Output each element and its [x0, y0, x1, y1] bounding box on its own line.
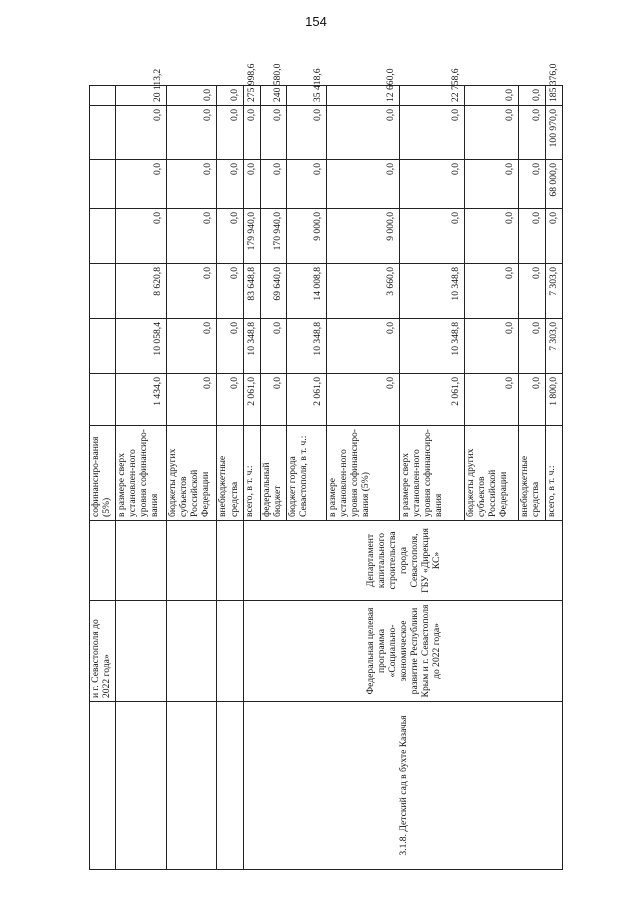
- value-cell: 0,0: [166, 374, 217, 426]
- table-row: [244, 86, 261, 870]
- table-row: [166, 86, 217, 870]
- value-cell: [90, 209, 116, 264]
- customer-cell: [217, 521, 244, 601]
- value-cell: 0,0: [465, 264, 519, 319]
- value-cell: 0,0: [166, 264, 217, 319]
- value-cell: 0,0: [261, 106, 287, 160]
- value-cell: 0,0: [217, 86, 244, 106]
- value-cell: 275 998,6: [244, 86, 261, 106]
- value-cell: 0,0: [287, 160, 326, 209]
- value-cell: 10 348,8: [399, 264, 464, 319]
- value-cell: 240 580,0: [261, 86, 287, 106]
- value-cell: 0,0: [546, 209, 563, 264]
- value-cell: 0,0: [326, 106, 399, 160]
- row-label: внебюджетные средства: [519, 426, 546, 521]
- page-number: 154: [305, 14, 327, 29]
- value-cell: 0,0: [519, 319, 546, 374]
- value-cell: 1 800,0: [546, 374, 563, 426]
- value-cell: 83 648,8: [244, 264, 261, 319]
- program-name-cell: Федеральная целевая программа «Социально-экономическое развитие Республики Крым и г. Севастополя до 2022 года»: [244, 601, 563, 702]
- value-cell: 0,0: [326, 374, 399, 426]
- value-cell: 10 348,8: [287, 319, 326, 374]
- object-cell: [90, 702, 116, 870]
- value-cell: 0,0: [115, 209, 166, 264]
- value-cell: 0,0: [465, 209, 519, 264]
- value-cell: [90, 319, 116, 374]
- value-cell: 100 970,0: [546, 106, 563, 160]
- object-name-cell: 3.1.8. Детский сад в бухте Казачья: [244, 702, 563, 870]
- value-cell: 170 940,0: [261, 209, 287, 264]
- row-label: бюджеты других субъектов Российской Федерации: [465, 426, 519, 521]
- row-label: в размере установлен-ного уровня софинансиро-вания (5%): [326, 426, 399, 521]
- value-cell: 0,0: [465, 160, 519, 209]
- value-cell: 0,0: [166, 319, 217, 374]
- row-label: софинансиро-вания (5%): [90, 426, 116, 521]
- value-cell: 0,0: [519, 374, 546, 426]
- value-cell: 0,0: [217, 209, 244, 264]
- value-cell: 7 303,0: [546, 264, 563, 319]
- value-cell: 0,0: [519, 106, 546, 160]
- value-cell: 0,0: [326, 319, 399, 374]
- value-cell: 3 660,0: [326, 264, 399, 319]
- row-label: федеральный бюджет: [261, 426, 287, 521]
- customer-cell: [115, 521, 166, 601]
- row-label: бюджеты других субъектов Российской Федерации: [166, 426, 217, 521]
- value-cell: 0,0: [519, 209, 546, 264]
- value-cell: 0,0: [217, 106, 244, 160]
- value-cell: 0,0: [465, 106, 519, 160]
- value-cell: 10 058,4: [115, 319, 166, 374]
- value-cell: 7 303,0: [546, 319, 563, 374]
- value-cell: 0,0: [261, 160, 287, 209]
- value-cell: 12 660,0: [326, 86, 399, 106]
- customer-cell: [90, 521, 116, 601]
- program-cell: [115, 601, 166, 702]
- value-cell: [90, 86, 116, 106]
- row-label: в размере сверх установлен-ного уровня софинансиро-вания: [399, 426, 464, 521]
- rotated-table-container: [89, 63, 563, 870]
- value-cell: 22 758,6: [399, 86, 464, 106]
- table-row: [115, 86, 166, 870]
- value-cell: 0,0: [244, 160, 261, 209]
- value-cell: 2 061,0: [287, 374, 326, 426]
- value-cell: 0,0: [287, 106, 326, 160]
- value-cell: [90, 264, 116, 319]
- value-cell: [90, 106, 116, 160]
- table-row: [217, 86, 244, 870]
- program-cell: [166, 601, 217, 702]
- value-cell: 0,0: [217, 319, 244, 374]
- value-cell: 0,0: [115, 106, 166, 160]
- value-cell: 2 061,0: [244, 374, 261, 426]
- value-cell: 0,0: [465, 319, 519, 374]
- value-cell: 0,0: [519, 86, 546, 106]
- value-cell: 0,0: [166, 106, 217, 160]
- value-cell: 0,0: [217, 160, 244, 209]
- object-cell: [115, 702, 166, 870]
- program-cell: и г. Севастополя до 2022 года»: [90, 601, 116, 702]
- value-cell: 35 418,6: [287, 86, 326, 106]
- value-cell: 10 348,8: [399, 319, 464, 374]
- value-cell: 9 000,0: [287, 209, 326, 264]
- program-cell: [217, 601, 244, 702]
- value-cell: 185 376,0: [546, 86, 563, 106]
- customer-name-cell: Департамент капитального строительства города Севастополя, ГБУ «Дирекция КС»: [244, 521, 563, 601]
- value-cell: 0,0: [217, 264, 244, 319]
- value-cell: 10 348,8: [244, 319, 261, 374]
- value-cell: 0,0: [166, 209, 217, 264]
- row-label: всего, в т. ч.:: [244, 426, 261, 521]
- value-cell: 69 640,0: [261, 264, 287, 319]
- value-cell: 0,0: [244, 106, 261, 160]
- value-cell: 0,0: [399, 106, 464, 160]
- value-cell: 9 000,0: [326, 209, 399, 264]
- value-cell: [90, 160, 116, 209]
- value-cell: 14 008,8: [287, 264, 326, 319]
- value-cell: [90, 374, 116, 426]
- row-label: внебюджетные средства: [217, 426, 244, 521]
- value-cell: 0,0: [261, 319, 287, 374]
- value-cell: 0,0: [519, 264, 546, 319]
- value-cell: 0,0: [217, 374, 244, 426]
- customer-cell: [166, 521, 217, 601]
- value-cell: 2 061,0: [399, 374, 464, 426]
- value-cell: 0,0: [115, 160, 166, 209]
- value-cell: 0,0: [399, 209, 464, 264]
- object-cell: [217, 702, 244, 870]
- value-cell: 0,0: [261, 374, 287, 426]
- value-cell: 0,0: [465, 86, 519, 106]
- value-cell: 1 434,0: [115, 374, 166, 426]
- value-cell: 0,0: [519, 160, 546, 209]
- table-row: [90, 86, 116, 870]
- object-cell: [166, 702, 217, 870]
- value-cell: 0,0: [166, 86, 217, 106]
- funding-table: [89, 63, 563, 870]
- row-label: бюджет города Севастополя, в т. ч.:: [287, 426, 326, 521]
- value-cell: 0,0: [326, 160, 399, 209]
- value-cell: 20 113,2: [115, 86, 166, 106]
- row-label: в размере сверх установлен-ного уровня софинансиро-вания: [115, 426, 166, 521]
- value-cell: 68 000,0: [546, 160, 563, 209]
- value-cell: 0,0: [465, 374, 519, 426]
- row-label: всего, в т. ч.:: [546, 426, 563, 521]
- value-cell: 0,0: [399, 160, 464, 209]
- value-cell: 179 940,0: [244, 209, 261, 264]
- value-cell: 0,0: [166, 160, 217, 209]
- value-cell: 8 620,8: [115, 264, 166, 319]
